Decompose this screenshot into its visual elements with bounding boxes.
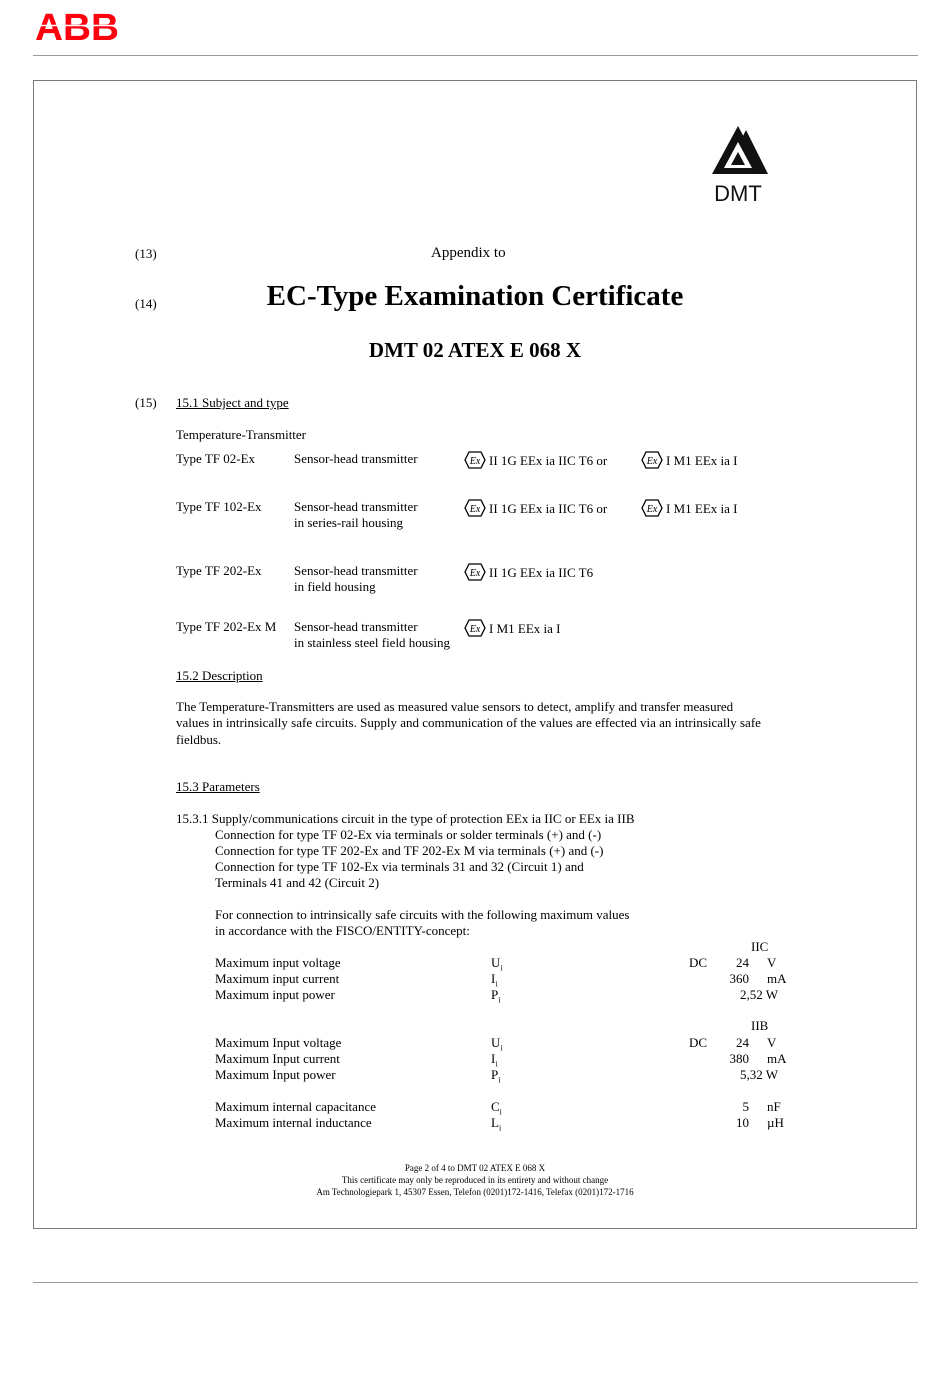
parameter-name: Maximum Input current <box>215 1051 340 1066</box>
parameter-unit: µH <box>767 1115 784 1130</box>
parameter-value: 24 <box>736 955 749 970</box>
abb-logo <box>35 9 119 42</box>
parameter-value: 5,32 W <box>740 1067 779 1082</box>
ex-marking: Ex I M1 EEx ia I <box>641 451 737 469</box>
ex-marking: Ex I M1 EEx ia I <box>641 499 737 517</box>
concept-line: For connection to intrinsically safe circuits with the following maximum values <box>215 907 630 922</box>
parameter-value: 24 <box>736 1035 749 1050</box>
footer-page-info: Page 2 of 4 to DMT 02 ATEX E 068 X <box>404 1163 546 1173</box>
type-description: Sensor-head transmitter <box>294 619 418 634</box>
circuit-line: Connection for type TF 102-Ex via terminals 31 and 32 (Circuit 1) and <box>215 859 584 874</box>
svg-text:DMT: DMT <box>714 181 762 204</box>
appendix-label: Appendix to <box>431 245 506 261</box>
parameter-symbol: $I_i$ <box>491 1051 498 1069</box>
circuit-line: 15.3.1 Supply/communications circuit in the type of protection EEx ia IIC or EEx ia IIB <box>176 811 635 826</box>
svg-text:Ex: Ex <box>469 568 481 579</box>
item-number-14: (14) <box>135 296 157 311</box>
ex-marking: Ex II 1G EEx ia IIC T6 <box>464 563 593 581</box>
parameter-symbol: $U_i$ <box>491 1035 503 1053</box>
description-line: fieldbus. <box>176 732 222 747</box>
product-name: Temperature-Transmitter <box>176 427 307 442</box>
parameter-value: 2,52 W <box>740 987 779 1002</box>
type-description: Sensor-head transmitter <box>294 451 418 466</box>
footer-address: Am Technologiepark 1, 45307 Essen, Telefon (0201)172-1416, Telefax (0201)172-1716 <box>316 1187 634 1197</box>
ex-hexagon-icon <box>641 451 663 469</box>
parameter-symbol: $P_i$ <box>491 987 501 1005</box>
dc-label: DC <box>689 1035 708 1050</box>
certificate-number: DMT 02 ATEX E 068 X <box>368 338 582 362</box>
dmt-logo <box>706 124 770 204</box>
parameter-value: 360 <box>729 971 749 986</box>
circuit-line: Connection for type TF 202-Ex and TF 202-Ex M via terminals (+) and (-) <box>215 843 604 858</box>
section-15-3-heading: 15.3 Parameters <box>176 779 260 794</box>
description-line: values in intrinsically safe circuits. Supply and communication of the values are effected via an intrinsically safe <box>176 715 761 730</box>
parameter-unit: mA <box>767 1051 787 1066</box>
svg-text:Ex: Ex <box>646 456 658 467</box>
certificate-title: EC-Type Examination Certificate <box>266 280 684 312</box>
ex-hexagon-icon <box>464 499 486 517</box>
footer-reproduction-note: This certificate may only be reproduced in its entirety and without change <box>341 1175 609 1185</box>
item-number-13: (13) <box>135 246 157 261</box>
parameter-name: Maximum internal capacitance <box>215 1099 376 1114</box>
parameter-name: Maximum input voltage <box>215 955 341 970</box>
svg-text:Ex: Ex <box>469 624 481 635</box>
ex-hexagon-icon <box>641 499 663 517</box>
header-divider <box>33 55 918 56</box>
type-name: Type TF 202-Ex M <box>176 619 277 634</box>
parameter-unit: V <box>767 1035 777 1050</box>
parameter-name: Maximum Input voltage <box>215 1035 342 1050</box>
svg-text:Ex: Ex <box>646 504 658 515</box>
type-description: Sensor-head transmitter <box>294 499 418 514</box>
parameter-value: 5 <box>742 1099 749 1114</box>
section-15-2-heading: 15.2 Description <box>176 668 263 683</box>
ex-hexagon-icon <box>464 619 486 637</box>
item-number-15: (15) <box>135 395 157 410</box>
type-description: in stainless steel field housing <box>294 635 450 650</box>
circuit-line: Terminals 41 and 42 (Circuit 2) <box>215 875 380 890</box>
parameter-unit: mA <box>767 971 787 986</box>
svg-text:Ex: Ex <box>469 504 481 515</box>
ex-hexagon-icon <box>464 563 486 581</box>
ex-hexagon-icon <box>464 451 486 469</box>
parameter-name: Maximum internal inductance <box>215 1115 372 1130</box>
parameter-name: Maximum Input power <box>215 1067 336 1082</box>
parameter-value: 380 <box>729 1051 749 1066</box>
ex-marking: Ex II 1G EEx ia IIC T6 or <box>464 451 607 469</box>
concept-line: in accordance with the FISCO/ENTITY-concept: <box>215 923 470 938</box>
type-description: in field housing <box>294 579 376 594</box>
description-line: The Temperature-Transmitters are used as measured value sensors to detect, amplify and transfer measured <box>176 699 734 714</box>
parameter-value: 10 <box>736 1115 749 1130</box>
svg-text:Ex: Ex <box>469 456 481 467</box>
type-description: Sensor-head transmitter <box>294 563 418 578</box>
parameter-unit: nF <box>767 1099 781 1114</box>
parameter-unit: V <box>767 955 777 970</box>
section-15-1-heading: 15.1 Subject and type <box>176 395 289 410</box>
page-bottom-divider <box>33 1282 918 1283</box>
parameter-symbol: $P_i$ <box>491 1067 501 1085</box>
parameter-name: Maximum input power <box>215 987 335 1002</box>
group-iib-label: IIB <box>751 1018 769 1033</box>
parameter-symbol: $U_i$ <box>491 955 503 973</box>
type-description: in series-rail housing <box>294 515 404 530</box>
circuit-line: Connection for type TF 02-Ex via terminals or solder terminals (+) and (-) <box>215 827 602 842</box>
parameter-symbol: $L_i$ <box>491 1115 502 1133</box>
ex-marking: Ex I M1 EEx ia I <box>464 619 560 637</box>
type-name: Type TF 02-Ex <box>176 451 256 466</box>
group-iic-label: IIC <box>751 939 769 954</box>
parameter-symbol: $I_i$ <box>491 971 498 989</box>
ex-marking: Ex II 1G EEx ia IIC T6 or <box>464 499 607 517</box>
dc-label: DC <box>689 955 708 970</box>
parameter-name: Maximum input current <box>215 971 340 986</box>
type-name: Type TF 102-Ex <box>176 499 262 514</box>
type-name: Type TF 202-Ex <box>176 563 262 578</box>
parameter-symbol: $C_i$ <box>491 1099 502 1117</box>
svg-text:ABB: ABB <box>35 9 119 42</box>
